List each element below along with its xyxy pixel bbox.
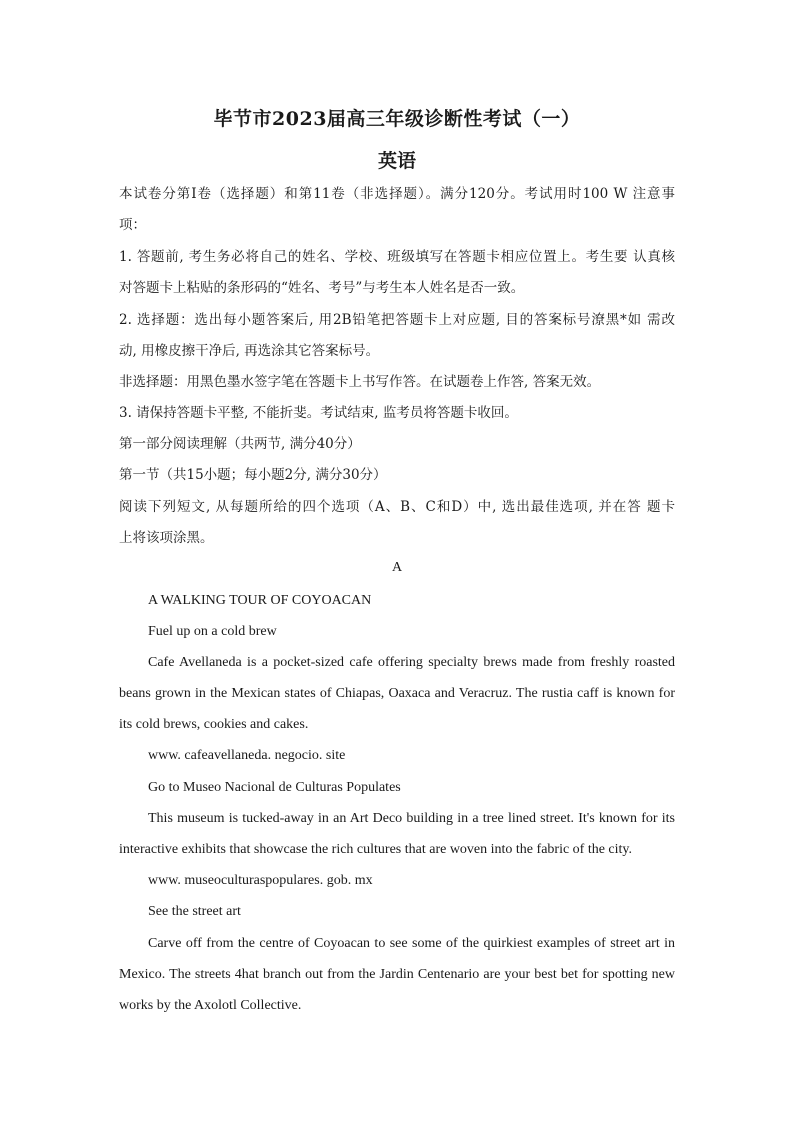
cafe-paragraph-line-2: beans grown in the Mexican states of Chiapas, Oaxaca and Veracruz. The rustia caff is known for	[119, 686, 675, 701]
direction-line-2: 上将该项涂黑。	[119, 530, 214, 546]
museum-paragraph-line-2: interactive exhibits that showcase the rich cultures that are woven into the fabric of the city.	[119, 842, 633, 857]
part1-heading: 第一部分阅读理解（共两节, 满分40分）	[119, 436, 361, 452]
intro-line-1: 本试卷分第I卷（选择题）和第11卷（非选择题）。满分120分。考试用时100 W 注意事	[119, 186, 675, 202]
passage-letter: A	[391, 560, 403, 575]
section-heading-museum: Go to Museo Nacional de Culturas Populates	[148, 780, 401, 795]
museum-paragraph-line-1: This museum is tucked-away in an Art Deco building in a tree lined street. It's known for its	[148, 811, 675, 826]
section-heading-cafe: Fuel up on a cold brew	[148, 624, 277, 639]
instruction-2-line-1: 2. 选择题：选出每小题答案后, 用2B铅笔把答题卡上对应题, 目的答案标号潦黑*如 需改	[119, 312, 675, 328]
subject-title: 英语	[377, 150, 416, 172]
cafe-paragraph-line-1: Cafe Avellaneda is a pocket-sized cafe offering specialty brews made from freshly roasted	[148, 655, 675, 670]
instruction-1-line-2: 对答题卡上粘贴的条形码的“姓名、考号”与考生本人姓名是否一致。	[119, 280, 525, 296]
passage-title: A WALKING TOUR OF COYOACAN	[148, 593, 372, 608]
museum-url: www. museoculturaspopulares. gob. mx	[148, 873, 373, 888]
cafe-url: www. cafeavellaneda. negocio. site	[148, 748, 346, 763]
street-art-paragraph-line-1: Carve off from the centre of Coyoacan to see some of the quirkiest examples of street art in	[148, 936, 675, 951]
page-title: 毕节市2023届高三年级诊断性考试（一）	[213, 108, 581, 130]
intro-line-2: 项：	[119, 217, 146, 233]
street-art-paragraph-line-3: works by the Axolotl Collective.	[119, 998, 302, 1013]
instruction-2-line-2: 动, 用橡皮擦干净后, 再选涂其它答案标号。	[119, 343, 380, 359]
instruction-1-line-1: 1. 答题前, 考生务必将自己的姓名、学校、班级填写在答题卡相应位置上。考生要 认真核	[119, 249, 675, 265]
cafe-paragraph-line-3: its cold brews, cookies and cakes.	[119, 717, 309, 732]
instruction-nonchoice: 非选择题：用黑色墨水签字笔在答题卡上书写作答。在试题卷上作答, 答案无效。	[119, 374, 601, 390]
instruction-3: 3. 请保持答题卡平整, 不能折斐。考试结束, 监考员将答题卡收回。	[119, 405, 518, 421]
section-heading-street-art: See the street art	[148, 904, 241, 919]
street-art-paragraph-line-2: Mexico. The streets 4hat branch out from the Jardin Centenario are your best bet for spotting new	[119, 967, 675, 982]
direction-line-1: 阅读下列短文, 从每题所给的四个选项（A、B、C和D）中, 选出最佳选项, 并在答 题卡	[119, 499, 675, 515]
section1-heading: 第一节（共15小题；每小题2分, 满分30分）	[119, 467, 387, 483]
